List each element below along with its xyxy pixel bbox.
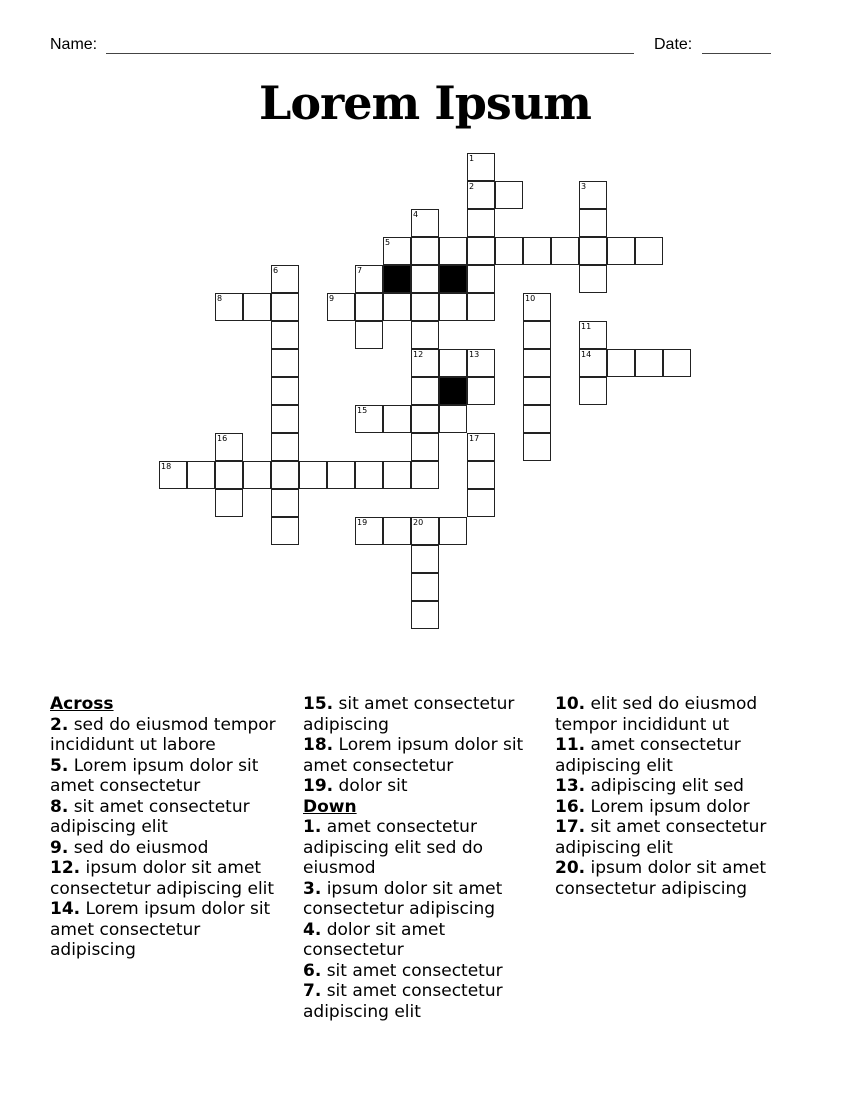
clue-text: sit amet consectetur adipiscing elit (555, 817, 767, 858)
grid-cell[interactable] (355, 405, 383, 433)
grid-cell[interactable] (411, 433, 439, 461)
clue-text: sed do eiusmod tempor incididunt ut labore (50, 714, 276, 755)
down-clue (303, 920, 543, 961)
clue-text: sit amet consectetur adipiscing (303, 694, 515, 735)
clue-text: ipsum dolor sit amet consectetur adipiscing (303, 878, 503, 919)
grid-cell[interactable] (355, 461, 383, 489)
clue-number: 17 (469, 434, 480, 443)
clue-number: 16 (217, 434, 228, 443)
clue-number: 20 (413, 518, 424, 527)
down-heading: Down (303, 796, 357, 817)
clue-number: 5 (385, 238, 391, 247)
clue-text: sit amet consectetur (321, 960, 503, 981)
grid-cell[interactable] (579, 181, 607, 209)
down-clue (303, 879, 543, 920)
clue-number: 10. (555, 694, 586, 714)
grid-cell[interactable] (579, 209, 607, 237)
clue-text: amet consectetur adipiscing elit sed do eiusmod (303, 817, 484, 878)
grid-cell[interactable] (355, 293, 383, 321)
clue-text: Lorem ipsum dolor (585, 796, 750, 817)
grid-cell[interactable] (523, 377, 551, 405)
down-clue (555, 797, 795, 818)
clue-number: 19. (303, 776, 334, 796)
grid-cell[interactable] (215, 293, 243, 321)
clue-text: ipsum dolor sit amet consectetur adipiscing elit (50, 858, 275, 899)
clue-text: Lorem ipsum dolor sit amet consectetur adipiscing (50, 899, 271, 960)
clue-number: 1. (303, 817, 322, 837)
across-clue (50, 715, 290, 756)
across-clue (50, 797, 290, 838)
grid-block (439, 377, 467, 405)
grid-cell[interactable] (635, 237, 663, 265)
grid-cell[interactable] (355, 517, 383, 545)
grid-cell[interactable] (467, 181, 495, 209)
clue-number: 18 (161, 462, 172, 471)
clue-number: 2. (50, 714, 69, 735)
grid-cell[interactable] (271, 489, 299, 517)
grid-cell[interactable] (411, 265, 439, 293)
grid-cell[interactable] (523, 293, 551, 321)
across-clue (303, 776, 543, 797)
down-clue (555, 817, 795, 858)
grid-cell[interactable] (467, 461, 495, 489)
across-clue (50, 838, 290, 859)
across-clue (50, 858, 290, 899)
date-label: Date: (654, 36, 693, 53)
across-heading: Across (50, 694, 114, 714)
clue-number: 19 (357, 518, 368, 527)
grid-cell[interactable] (439, 237, 467, 265)
grid-cell[interactable] (271, 377, 299, 405)
clue-number: 4 (413, 210, 419, 219)
grid-cell[interactable] (439, 405, 467, 433)
down-clue (555, 776, 795, 797)
down-clue (303, 981, 543, 1022)
grid-cell[interactable] (271, 405, 299, 433)
grid-cell[interactable] (383, 461, 411, 489)
clue-number: 20. (555, 858, 586, 878)
clue-number: 6. (303, 960, 322, 981)
down-clue (555, 735, 795, 776)
clue-number: 12 (413, 350, 424, 359)
grid-cell[interactable] (411, 545, 439, 573)
clue-text: Lorem ipsum dolor sit amet consectetur (303, 735, 524, 776)
clue-number: 5. (50, 755, 69, 776)
grid-cell[interactable] (327, 293, 355, 321)
clue-number: 3 (581, 182, 587, 191)
grid-cell[interactable] (411, 601, 439, 629)
clue-text: sit amet consectetur adipiscing elit (50, 796, 250, 837)
grid-cell[interactable] (523, 349, 551, 377)
grid-cell[interactable] (411, 405, 439, 433)
clue-text: sit amet consectetur adipiscing elit (303, 981, 503, 1022)
clue-number: 12. (50, 858, 81, 878)
grid-cell[interactable] (579, 265, 607, 293)
grid-cell[interactable] (411, 237, 439, 265)
clue-text: dolor sit (333, 776, 408, 796)
clue-text: Lorem ipsum dolor sit amet consectetur (50, 755, 259, 796)
grid-cell[interactable] (383, 237, 411, 265)
grid-cell[interactable] (579, 321, 607, 349)
grid-cell[interactable] (607, 237, 635, 265)
clue-number: 1 (469, 154, 475, 163)
clue-number: 10 (525, 294, 536, 303)
grid-cell[interactable] (579, 377, 607, 405)
grid-cell[interactable] (579, 349, 607, 377)
clue-number: 18. (303, 735, 334, 755)
grid-cell[interactable] (467, 153, 495, 181)
clue-number: 7. (303, 981, 322, 1001)
grid-cell[interactable] (523, 237, 551, 265)
clue-number: 11 (581, 322, 592, 331)
grid-cell[interactable] (327, 461, 355, 489)
grid-cell[interactable] (467, 265, 495, 293)
grid-cell[interactable] (355, 265, 383, 293)
clue-number: 14 (581, 350, 592, 359)
clue-number: 9 (329, 294, 335, 303)
grid-cell[interactable] (411, 377, 439, 405)
across-clue (50, 756, 290, 797)
clue-column-1 (50, 694, 290, 961)
grid-cell[interactable] (299, 461, 327, 489)
clue-number: 15 (357, 406, 368, 415)
grid-cell[interactable] (467, 433, 495, 461)
grid-cell[interactable] (215, 433, 243, 461)
grid-cell[interactable] (523, 321, 551, 349)
clue-number: 8. (50, 796, 69, 817)
grid-cell[interactable] (271, 321, 299, 349)
down-clue (555, 694, 795, 735)
grid-cell[interactable] (439, 293, 467, 321)
clue-number: 6 (273, 266, 279, 275)
grid-cell[interactable] (635, 349, 663, 377)
grid-cell[interactable] (467, 237, 495, 265)
clue-number: 13 (469, 350, 480, 359)
grid-cell[interactable] (383, 517, 411, 545)
clue-number: 13. (555, 776, 586, 796)
grid-cell[interactable] (411, 321, 439, 349)
grid-cell[interactable] (411, 293, 439, 321)
grid-cell[interactable] (467, 349, 495, 377)
grid-cell[interactable] (383, 293, 411, 321)
grid-cell[interactable] (271, 349, 299, 377)
across-clue (50, 899, 290, 961)
down-clue (555, 858, 795, 899)
grid-block (439, 265, 467, 293)
grid-block (383, 265, 411, 293)
across-clue (303, 735, 543, 776)
clue-number: 7 (357, 266, 363, 275)
grid-cell[interactable] (271, 461, 299, 489)
clue-number: 3. (303, 878, 322, 899)
down-clue (303, 961, 543, 982)
grid-cell[interactable] (411, 349, 439, 377)
clue-number: 4. (303, 919, 322, 940)
grid-cell[interactable] (551, 237, 579, 265)
grid-cell[interactable] (467, 209, 495, 237)
grid-cell[interactable] (411, 517, 439, 545)
across-clue (303, 694, 543, 735)
grid-cell[interactable] (579, 237, 607, 265)
page-title: Lorem Ipsum (259, 76, 591, 130)
name-label: Name: (50, 36, 98, 53)
clue-text: ipsum dolor sit amet consectetur adipiscing (555, 858, 767, 899)
grid-cell[interactable] (355, 321, 383, 349)
clue-text: amet consectetur adipiscing elit (555, 735, 741, 776)
grid-cell[interactable] (523, 405, 551, 433)
grid-cell[interactable] (271, 433, 299, 461)
grid-cell[interactable] (187, 461, 215, 489)
clue-column-2 (303, 694, 543, 1022)
clue-text: elit sed do eiusmod tempor incididunt ut (555, 694, 758, 735)
clue-column-3 (555, 694, 795, 899)
clue-text: adipiscing elit sed (585, 776, 744, 796)
clue-text: sed do eiusmod (68, 837, 209, 858)
grid-cell[interactable] (215, 489, 243, 517)
clue-number: 15. (303, 694, 334, 714)
grid-cell[interactable] (467, 489, 495, 517)
grid-cell[interactable] (439, 517, 467, 545)
clue-number: 2 (469, 182, 475, 191)
clue-number: 9. (50, 837, 69, 858)
down-clue (303, 817, 543, 879)
clue-number: 11. (555, 735, 586, 755)
grid-cell[interactable] (411, 209, 439, 237)
grid-cell[interactable] (243, 461, 271, 489)
grid-cell[interactable] (663, 349, 691, 377)
clue-number: 17. (555, 817, 586, 837)
grid-cell[interactable] (271, 265, 299, 293)
grid-cell[interactable] (523, 433, 551, 461)
grid-cell[interactable] (467, 377, 495, 405)
grid-cell[interactable] (467, 293, 495, 321)
grid-cell[interactable] (439, 349, 467, 377)
grid-cell[interactable] (383, 405, 411, 433)
grid-cell[interactable] (411, 573, 439, 601)
grid-cell[interactable] (243, 293, 271, 321)
clue-number: 14. (50, 899, 81, 919)
clue-number: 8 (217, 294, 223, 303)
clue-text: dolor sit amet consectetur (303, 919, 446, 960)
grid-cell[interactable] (495, 181, 523, 209)
grid-cell[interactable] (495, 237, 523, 265)
clue-number: 16. (555, 796, 586, 817)
grid-cell[interactable] (215, 461, 243, 489)
grid-cell[interactable] (271, 293, 299, 321)
grid-cell[interactable] (411, 461, 439, 489)
grid-cell[interactable] (159, 461, 187, 489)
grid-cell[interactable] (607, 349, 635, 377)
grid-cell[interactable] (271, 517, 299, 545)
